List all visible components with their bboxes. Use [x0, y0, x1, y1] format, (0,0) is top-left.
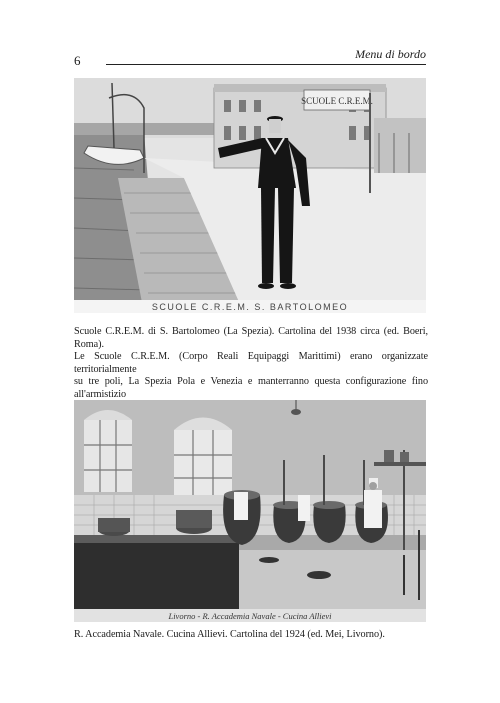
caption-line: R. Accademia Navale. Cucina Allievi. Cartolina del 1924 (ed. Mei, Livorno).	[74, 629, 385, 640]
figure2-caption	[74, 629, 428, 642]
page-number: 6	[74, 53, 81, 68]
postcard-kitchen-photo	[74, 400, 426, 622]
caption-line: Le Scuole C.R.E.M. (Corpo Reali Equipaggi Marittimi) erano organizzate territorialmente	[74, 351, 428, 375]
postcard-caption-text: Livorno - R. Accademia Navale - Cucina Allievi	[168, 611, 332, 621]
postcard-caption-text: SCUOLE C.R.E.M. S. BARTOLOMEO	[151, 302, 349, 312]
caption-line: Scuole C.R.E.M. di S. Bartolomeo (La Spezia). Cartolina del 1938 circa (ed. Boeri, Roma).	[74, 326, 428, 350]
running-title: Menu di bordo	[355, 47, 426, 61]
caption-line: su tre poli, La Spezia Pola e Venezia e manterranno questa configurazione fino all'armistizio	[74, 376, 428, 400]
postcard-sailor-photo	[74, 78, 426, 313]
header-rule	[106, 64, 426, 65]
building-sign-text: SCUOLE C.R.E.M.	[301, 96, 373, 106]
